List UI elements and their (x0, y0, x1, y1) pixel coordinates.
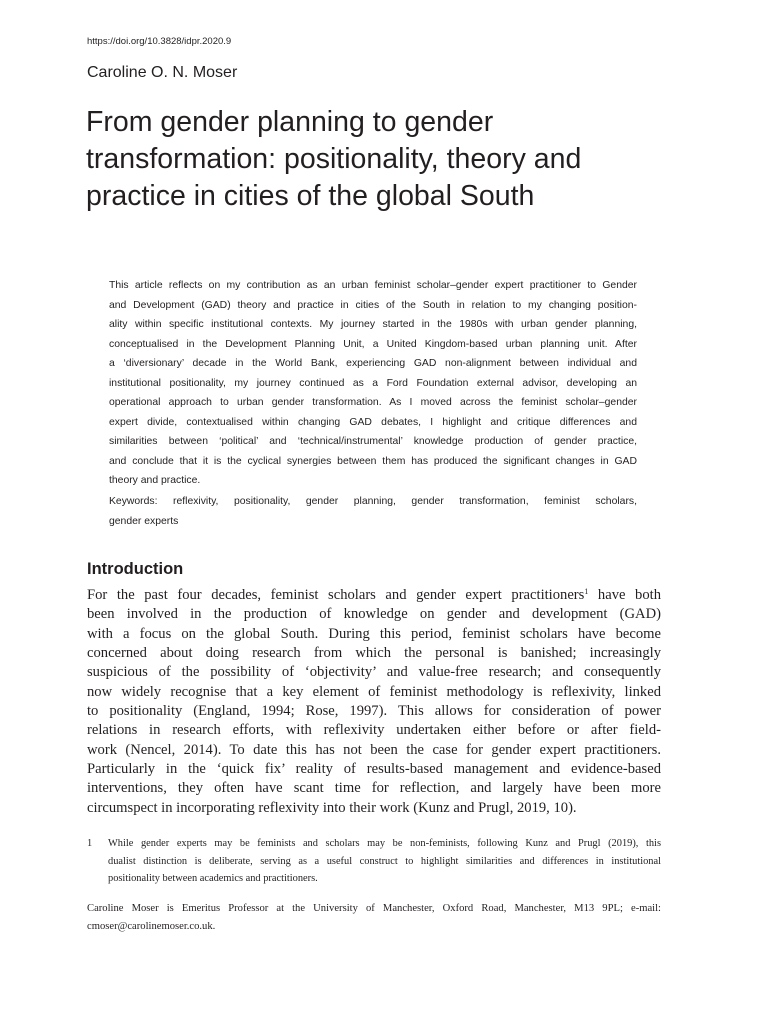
abstract-line: expert divide, contextualised within changing GAD debates, I highlight and critique differences and (109, 416, 637, 428)
footnote-reference[interactable]: 1 (584, 587, 589, 596)
keywords-line (109, 492, 637, 512)
footnote-line: dualist distinction is deliberate, serving as a useful construct to highlight similarities and differences in institutional (108, 855, 661, 867)
body-line: interventions, they often have scant time for reflection, and largely have been more (87, 780, 661, 797)
abstract-line: operational approach to urban gender transformation. As I moved across the feminist scholar–gender (109, 397, 637, 408)
abstract-line: similarities between ‘political’ and ‘technical/instrumental’ knowledge production of gender practice, (109, 436, 637, 447)
footnote-line: positionality between academics and practitioners. (108, 873, 318, 884)
body-line: been involved in the production of knowledge on gender and development (GAD) (87, 606, 661, 623)
body-line: to positionality (England, 1994; Rose, 1997). This allows for consideration of power (87, 703, 661, 720)
introduction-body (87, 586, 661, 818)
body-line-text: For the past four decades, feminist scholars and gender expert practitioners (87, 587, 585, 603)
keywords-line: gender experts (109, 515, 179, 527)
footnote-line: While gender experts may be feminists and scholars may be non-feminists, following Kunz and Prugl (2019), this (108, 838, 661, 849)
body-line: concerned about doing research from which the personal is banished; increasingly (87, 645, 661, 662)
footnote (87, 835, 661, 888)
body-line: work (Nencel, 2014). To date this has not been the case for gender expert practitioners. (87, 741, 661, 758)
keywords-label: Keywords (109, 496, 155, 507)
title-line: From gender planning to gender (86, 106, 494, 138)
body-line: now widely recognise that a key element of feminist methodology is reflexivity, linked (87, 683, 661, 700)
abstract (109, 276, 637, 491)
affiliation-line: cmoser@carolinemoser.co.uk. (87, 921, 216, 932)
body-line: Particularly in the ‘quick fix’ reality of results-based management and evidence-based (87, 761, 661, 778)
footnote-text (108, 835, 661, 888)
body-line (87, 586, 661, 605)
affiliation-line: Caroline Moser is Emeritus Professor at the University of Manchester, Oxford Road, Manchester, M13 9PL; e-mail: (87, 903, 661, 914)
abstract-line: and conclude that it is the cyclical synergies between them has produced the significant changes in GAD (109, 455, 637, 467)
author-affiliation (87, 900, 661, 936)
keywords (109, 492, 637, 531)
abstract-line: and Development (GAD) theory and practice in cities of the South in relation to my changing position- (109, 299, 637, 311)
article-title (86, 104, 686, 215)
abstract-line: institutional positionality, my journey continued as a Ford Foundation external advisor, developing an (109, 377, 637, 389)
body-line: with a focus on the global South. During this period, feminist scholars have become (87, 625, 661, 642)
section-heading-introduction: Introduction (87, 560, 184, 578)
title-line: transformation: positionality, theory and (86, 143, 582, 175)
abstract-line: conceptualised in the Development Planning Unit, a United Kingdom-based urban planning unit. After (109, 338, 637, 350)
body-line: suspicious of the possibility of ‘objectivity’ and value-free research; and consequently (87, 664, 661, 681)
author-name: Caroline O. N. Moser (87, 64, 238, 81)
abstract-line: a ‘diversionary’ decade in the World Bank, experiencing GAD non-alignment between individual and (109, 358, 637, 369)
doi-link[interactable]: https://doi.org/10.3828/idpr.2020.9 (87, 36, 232, 47)
title-line: practice in cities of the global South (86, 180, 535, 212)
abstract-line: theory and practice. (109, 475, 201, 486)
abstract-line: This article reflects on my contribution as an urban feminist scholar–gender expert practitioner to Gender (109, 280, 637, 291)
body-line: circumspect in incorporating reflexivity into their work (Kunz and Prugl, 2019, 10). (87, 799, 577, 816)
body-line-text: have both (588, 587, 661, 603)
footnote-number: 1 (87, 838, 93, 849)
body-line: relations in research efforts, with reflexivity undertaken either before or after field- (87, 722, 661, 739)
keywords-list: : reflexivity, positionality, gender planning, gender transformation, feminist scholars, (154, 496, 637, 507)
abstract-line: ality within specific institutional contexts. My journey started in the 1980s with urban gender planning, (109, 319, 637, 330)
